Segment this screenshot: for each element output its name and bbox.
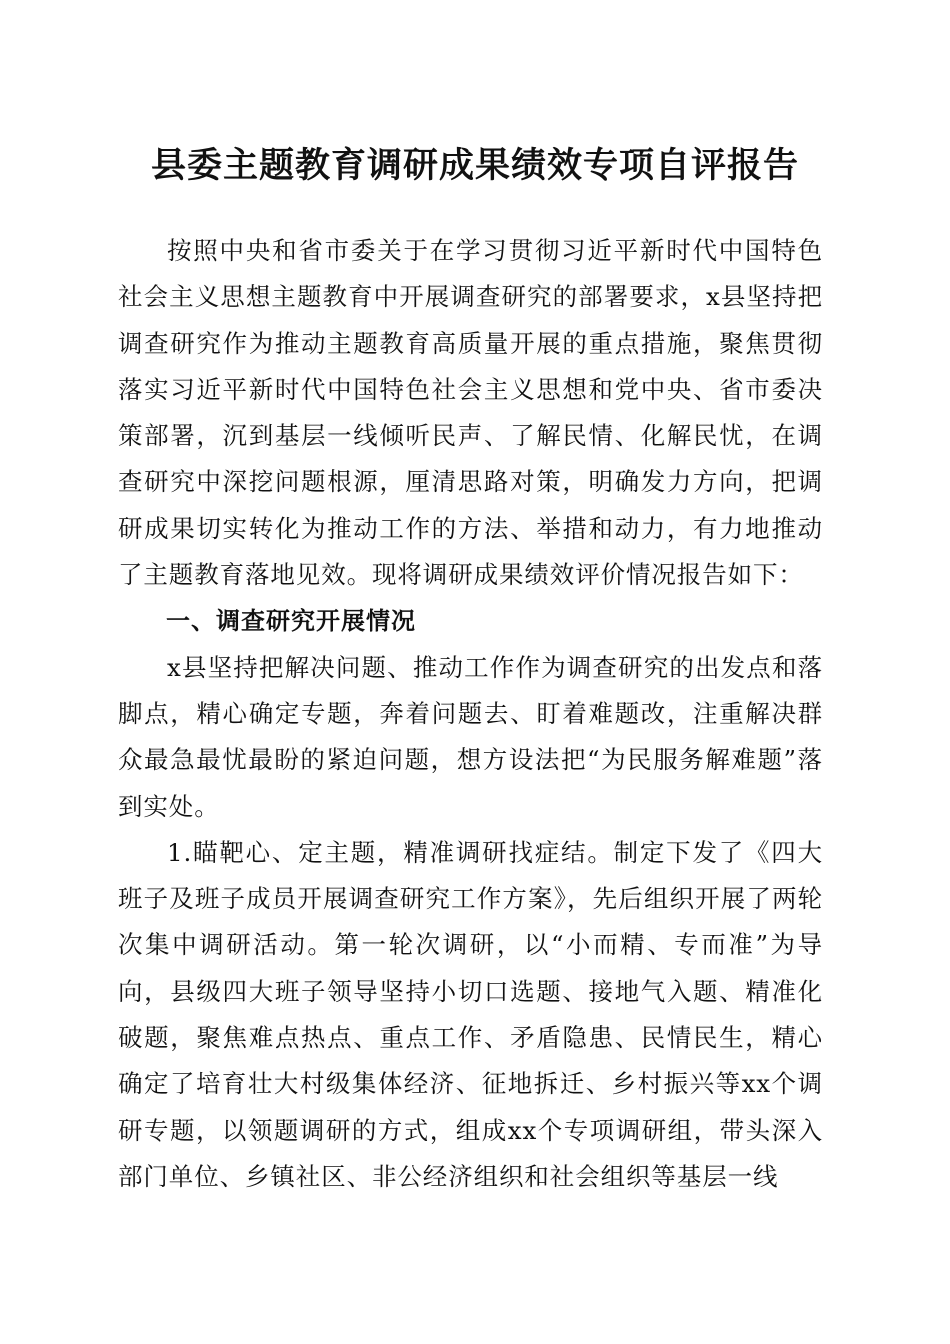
- document-body: [118, 228, 823, 1200]
- section-1-paragraph: x县坚持把解决问题、推动工作作为调查研究的出发点和落脚点，精心确定专题，奔着问题去、盯着难题改，注重解决群众最急最忧最盼的紧迫问题，想方设法把“为民服务解难题”落到实处。: [118, 652, 823, 821]
- intro-paragraph: 按照中央和省市委关于在学习贯彻习近平新时代中国特色社会主义思想主题教育中开展调查研究的部署要求，x县坚持把调查研究作为推动主题教育高质量开展的重点措施，聚焦贯彻落实习近平新时代中国特色社会主义思想和党中央、省市委决策部署，沉到基层一线倾听民声、了解民情、化解民忧，在调查研究中深挖问题根源，厘清思路对策，明确发力方向，把调研成果切实转化为推动工作的方法、举措和动力，有力地推动了主题教育落地见效。现将调研成果绩效评价情况报告如下：: [118, 236, 823, 590]
- section-heading-1: 一、调查研究开展情况: [166, 607, 416, 636]
- document-title: 县委主题教育调研成果绩效专项自评报告: [150, 145, 799, 186]
- item-1-paragraph: 1.瞄靶心、定主题，精准调研找症结。制定下发了《四大班子及班子成员开展调查研究工作方案》，先后组织开展了两轮次集中调研活动。第一轮次调研，以“小而精、专而准”为导向，县级四大班子领导坚持小切口选题、接地气入题、精准化破题，聚焦难点热点、重点工作、矛盾隐患、民情民生，精心确定了培育壮大村级集体经济、征地拆迁、乡村振兴等xx个调研专题，以领题调研的方式，组成xx个专项调研组，带头深入部门单位、乡镇社区、非公经济组织和社会组织等基层一线: [118, 837, 823, 1191]
